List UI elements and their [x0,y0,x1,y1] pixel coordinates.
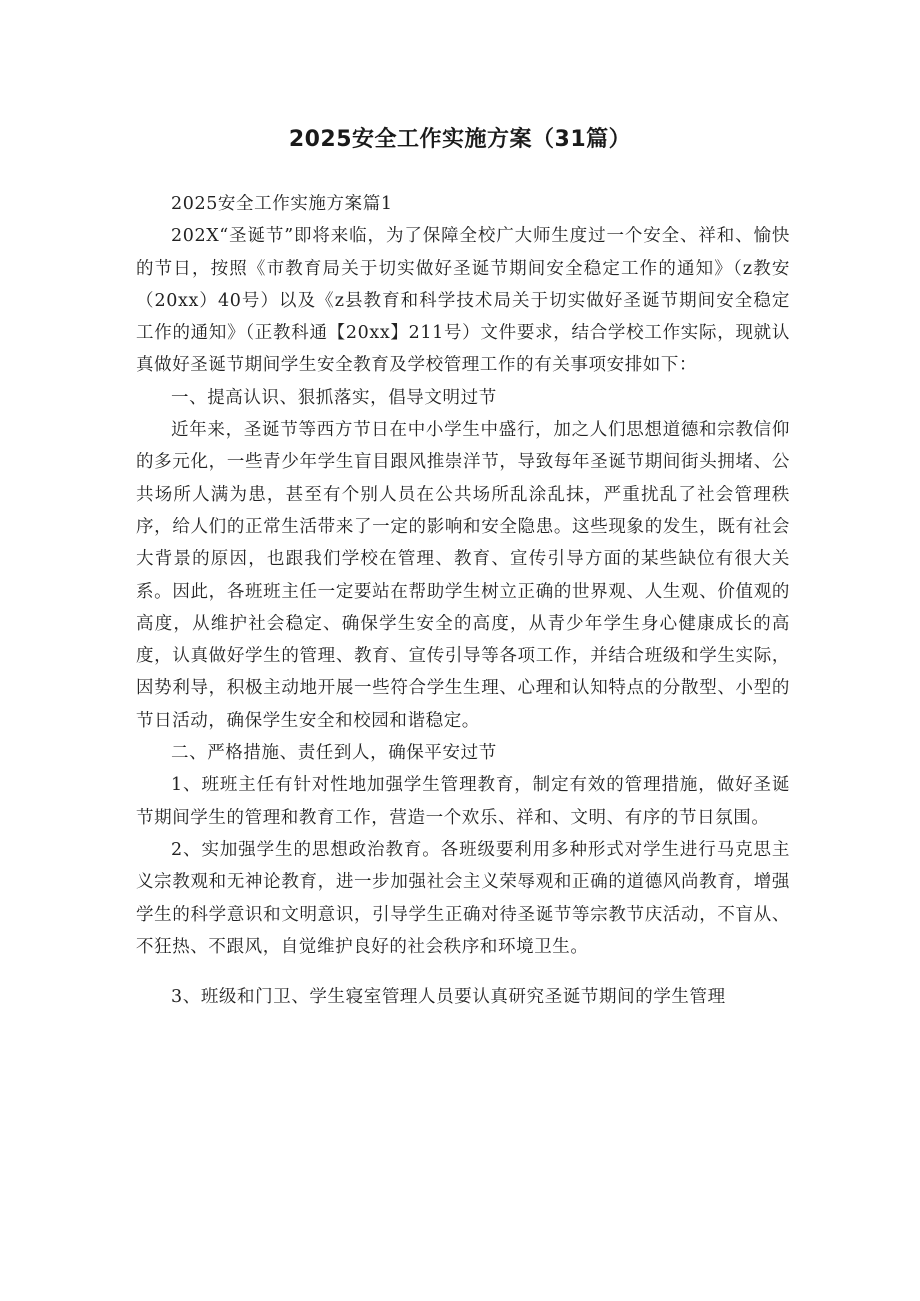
paragraph: 202X“圣诞节”即将来临，为了保障全校广大师生度过一个安全、祥和、愉快的节日，按照《市教育局关于切实做好圣诞节期间安全稳定工作的通知》（z教安（20xx）40号）以及《z县教育和科学技术局关于切实做好圣诞节期间安全稳定工作的通知》（正教科通【20xx】211号）文件要求，结合学校工作实际，现就认真做好圣诞节期间学生安全教育及学校管理工作的有关事项安排如下： [136,226,790,376]
paragraph: 2、实加强学生的思想政治教育。各班级要利用多种形式对学生进行马克思主义宗教观和无神论教育，进一步加强社会主义荣辱观和正确的道德风尚教育，增强学生的科学意识和文明意识，引导学生正确对待圣诞节等宗教节庆活动，不盲从、不狂热、不跟风，自觉维护良好的社会秩序和环境卫生。 [136,839,790,957]
paragraph: 近年来，圣诞节等西方节日在中小学生中盛行，加之人们思想道德和宗教信仰的多元化，一些青少年学生盲目跟风推崇洋节，导致每年圣诞节期间街头拥堵、公共场所人满为患，甚至有个别人员在公共场所乱涂乱抹，严重扰乱了社会管理秩序，给人们的正常生活带来了一定的影响和安全隐患。这些现象的发生，既有社会大背景的原因，也跟我们学校在管理、教育、宣传引导方面的某些缺位有很大关系。因此，各班班主任一定要站在帮助学生树立正确的世界观、人生观、价值观的高度，从维护社会稳定、确保学生安全的高度，从青少年学生身心健康成长的高度，认真做好学生的管理、教育、宣传引导等各项工作，并结合班级和学生实际，因势利导，积极主动地开展一些符合学生生理、心理和认知特点的分散型、小型的节日活动，确保学生安全和校园和谐稳定。 [136,420,790,731]
paragraph: 1、班班主任有针对性地加强学生管理教育，制定有效的管理措施，做好圣诞节期间学生的管理和教育工作，营造一个欢乐、祥和、文明、有序的节日氛围。 [136,775,790,828]
subsection-heading: 二、严格措施、责任到人，确保平安过节 [171,743,497,764]
subsection-heading: 一、提高认识、狠抓落实，倡导文明过节 [171,387,497,408]
paragraph: 3、班级和门卫、学生寝室管理人员要认真研究圣诞节期间的学生管理 [171,987,726,1008]
section-heading: 2025安全工作实施方案篇1 [171,194,393,214]
document-body [136,188,790,1013]
document-title: 2025安全工作实施方案（31篇） [288,127,632,152]
